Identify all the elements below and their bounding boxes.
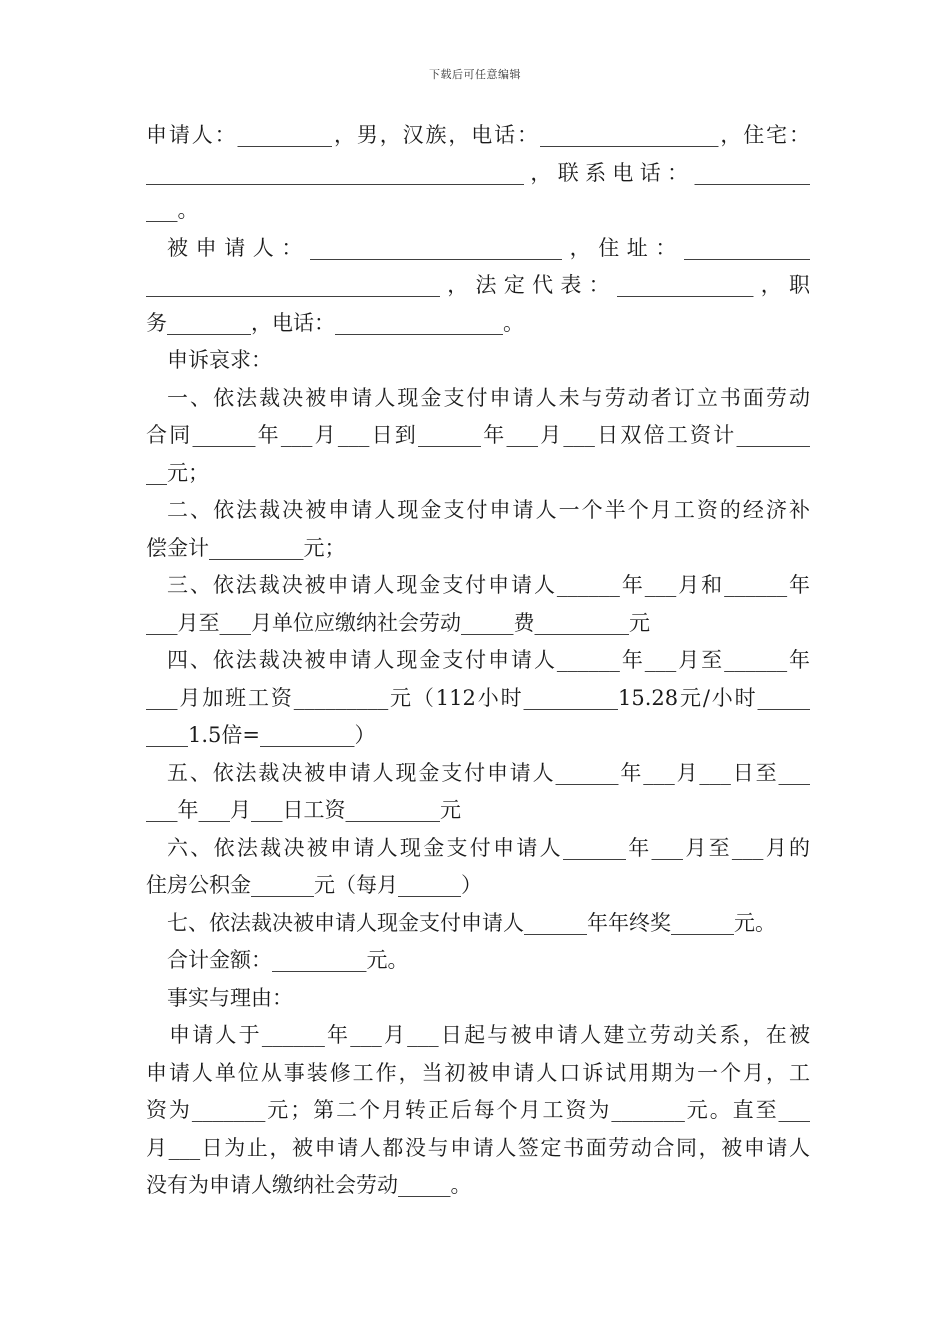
facts-line-1: 申请人于______年___月___日起与被申请人建立劳动关系，在被 <box>169 1023 810 1047</box>
facts-line-4: 月___日为止，被申请人都没与申请人签定书面劳动合同，被申请人 <box>146 1135 810 1160</box>
claim-5-line-2: ___年___月___日工资_________元 <box>146 798 461 822</box>
facts-line-3: 资为_______元；第二个月转正后每个月工资为_______元。直至___ <box>146 1098 810 1122</box>
claim-3-line-2: ___月至___月单位应缴纳社会劳动_____费_________元 <box>146 610 650 635</box>
facts-heading: 事实与理由： <box>167 985 293 1010</box>
claim-1-line-1: 一、依法裁决被申请人现金支付申请人未与劳动者订立书面劳动 <box>167 385 810 410</box>
respondent-line: 被申请人：________________________，住址：____________ <box>167 235 810 260</box>
claim-1-line-2: 合同______年___月___日到______年___月___日双倍工资计_______ <box>146 423 810 447</box>
claims-heading: 申诉哀求： <box>167 348 272 372</box>
claim-3-line-1: 三、依法裁决被申请人现金支付申请人______年___月和______年 <box>167 573 810 597</box>
applicant-phone-cont: ___。 <box>146 198 199 222</box>
total-amount-line: 合计金额：_________元。 <box>167 948 409 972</box>
document-body <box>146 117 810 1205</box>
claim-2-line-2: 偿金计_________元； <box>146 535 346 560</box>
claim-6-line-2: 住房公积金______元（每月______） <box>146 873 482 897</box>
claim-4-line-3: ____1.5倍=_________） <box>146 723 376 747</box>
claim-7-line: 七、依法裁决被申请人现金支付申请人______年年终奖______元。 <box>167 910 776 935</box>
respondent-phone-line: 务________，电话：________________。 <box>146 310 524 335</box>
claim-2-line-1: 二、依法裁决被申请人现金支付申请人一个半个月工资的经济补 <box>167 498 810 522</box>
claim-6-line-1: 六、依法裁决被申请人现金支付申请人______年___月至___月的 <box>167 835 810 860</box>
claim-4-line-2: ___月加班工资_________元（112小时_________15.28元/小时_____ <box>146 685 810 710</box>
claim-4-line-1: 四、依法裁决被申请人现金支付申请人______年___月至______年 <box>167 648 810 672</box>
applicant-address-line: ____________________________________，联系电话：___________ <box>146 160 810 185</box>
facts-line-5: 没有为申请人缴纳社会劳动_____。 <box>146 1173 472 1197</box>
respondent-rep-line: ____________________________，法定代表：_____________，职 <box>146 273 810 297</box>
applicant-line: 申请人：_________，男，汉族，电话：_________________，住宅： <box>146 123 810 147</box>
page-header-note: 下载后可任意编辑 <box>429 68 521 81</box>
claim-1-line-3: __元； <box>146 460 209 485</box>
facts-line-2: 申请人单位从事装修工作，当初被申请人口诉试用期为一个月，工 <box>146 1060 810 1085</box>
claim-5-line-1: 五、依法裁决被申请人现金支付申请人______年___月___日至___ <box>167 760 810 785</box>
